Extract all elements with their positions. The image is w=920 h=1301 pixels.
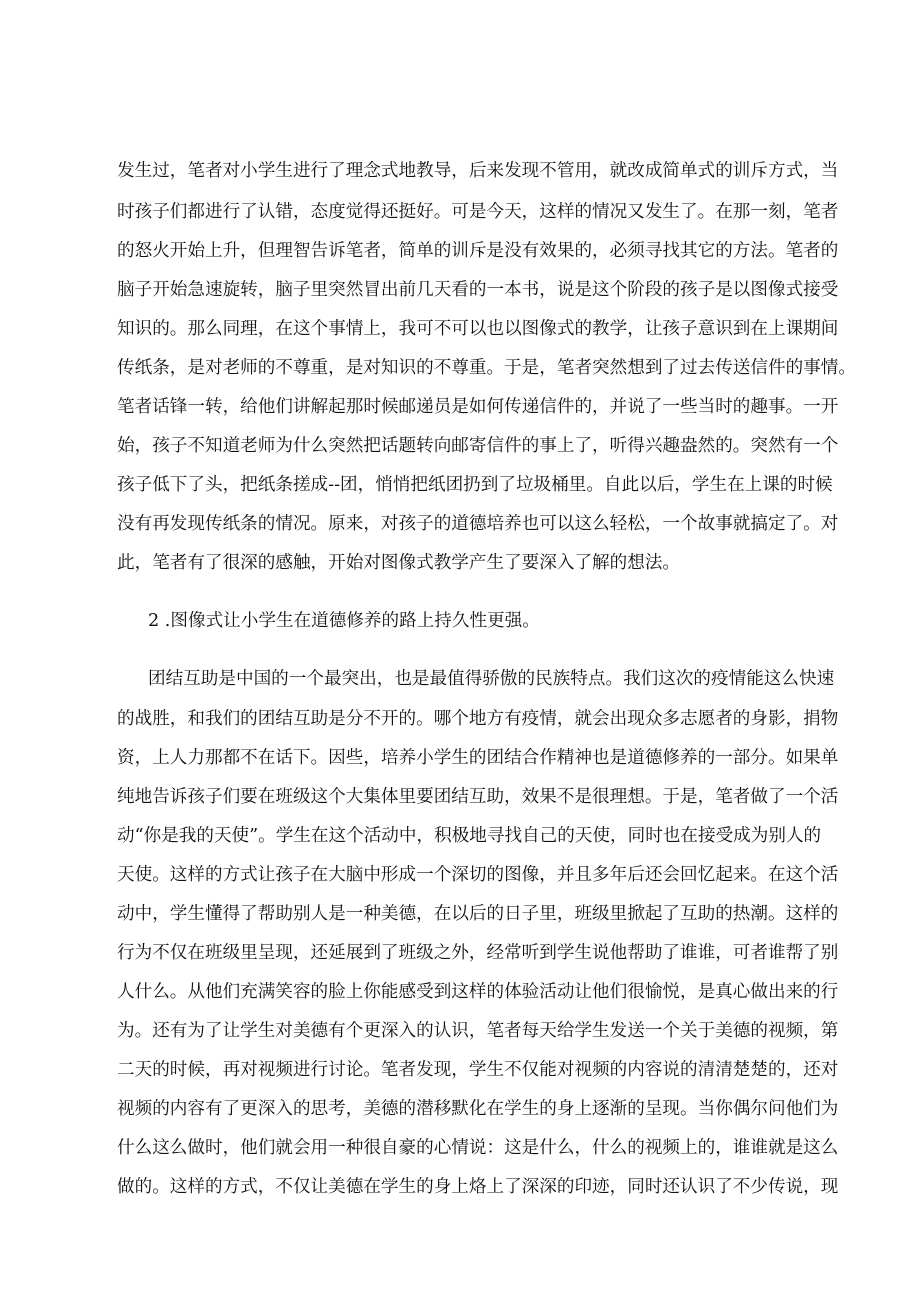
paragraph-1-line: 脑子开始急速旋转，脑子里突然冒出前几天看的一本书，说是这个阶段的孩子是以图像式接受 [117, 280, 839, 300]
paragraph-1-line: 的怒火开始上升，但理智告诉笔者，简单的训斥是没有效果的，必须寻找其它的方法。笔者的 [117, 241, 839, 261]
paragraph-1-line: 知识的。那么同理，在这个事情上，我可不可以也以图像式的教学，让孩子意识到在上课期间 [117, 319, 839, 339]
paragraph-1-line: 始，孩子不知道老师为什么突然把话题转向邮寄信件的事上了，听得兴趣盎然的。突然有一个 [117, 436, 839, 456]
paragraph-2-line: 资，上人力那都不在话下。因些，培养小学生的团结合作精神也是道德修养的一部分。如果单 [117, 748, 839, 768]
paragraph-2-line: 为。还有为了让学生对美德有个更深入的认识，笔者每天给学生发送一个关于美德的视频，第 [117, 1021, 839, 1041]
paragraph-2-line: 动“你是我的天使”。学生在这个活动中，积极地寻找自己的天使，同时也在接受成为别人的 [117, 826, 822, 846]
paragraph-1-line: 笔者话锋一转，给他们讲解起那时候邮递员是如何传递信件的，并说了一些当时的趣事。一开 [117, 397, 839, 417]
paragraph-2-line: 动中，学生懂得了帮助别人是一种美德，在以后的日子里，班级里掀起了互助的热潮。这样的 [117, 904, 839, 924]
paragraph-2-line: 什么这么做时，他们就会用一种很自豪的心情说：这是什么，什么的视频上的，谁谁就是这么 [117, 1138, 839, 1158]
section-heading: 2 .图像式让小学生在道德修养的路上持久性更强。 [148, 611, 540, 631]
paragraph-2-line: 视频的内容有了更深入的思考，美德的潜移默化在学生的身上逐渐的呈现。当你偶尔问他们为 [117, 1099, 839, 1119]
paragraph-1-line: 传纸条，是对老师的不尊重，是对知识的不尊重。于是，笔者突然想到了过去传送信件的事情。 [117, 358, 856, 378]
paragraph-2-line: 的战胜，和我们的团结互助是分不开的。哪个地方有疫情，就会出现众多志愿者的身影，捐物 [117, 709, 839, 729]
paragraph-2-line: 天使。这样的方式让孩子在大脑中形成一个深切的图像，并且多年后还会回忆起来。在这个活 [117, 865, 839, 885]
paragraph-1-line: 发生过，笔者对小学生进行了理念式地教导，后来发现不管用，就改成简单式的训斥方式，当 [117, 161, 839, 181]
paragraph-1-line: 此，笔者有了很深的感触，开始对图像式教学产生了要深入了解的想法。 [117, 553, 681, 573]
paragraph-2-line: 纯地告诉孩子们要在班级这个大集体里要团结互助，效果不是很理想。于是，笔者做了一个活 [117, 787, 839, 807]
paragraph-1-line: 没有再发现传纸条的情况。原来，对孩子的道德培养也可以这么轻松，一个故事就搞定了。对 [117, 514, 839, 534]
paragraph-2-line: 人什么。从他们充满笑容的脸上你能感受到这样的体验活动让他们很愉悦，是真心做出来的行 [117, 982, 839, 1002]
paragraph-1-line: 时孩子们都进行了认错，态度觉得还挺好。可是今天，这样的情况又发生了。在那一刻，笔者 [117, 202, 839, 222]
paragraph-2-line: 二天的时候，再对视频进行讨论。笔者发现，学生不仅能对视频的内容说的清清楚楚的，还对 [117, 1060, 839, 1080]
paragraph-2-line: 团结互助是中国的一个最突出，也是最值得骄傲的民族特点。我们这次的疫情能这么快速 [148, 669, 835, 689]
paragraph-2-line: 行为不仅在班级里呈现，还延展到了班级之外，经常听到学生说他帮助了谁谁，可者谁帮了别 [117, 943, 839, 963]
paragraph-2-line: 做的。这样的方式，不仅让美德在学生的身上烙上了深深的印迹，同时还认识了不少传说，现 [117, 1177, 839, 1197]
paragraph-1-line: 孩子低下了头，把纸条搓成--团，悄悄把纸团扔到了垃圾桶里。自此以后，学生在上课的时候 [117, 475, 833, 495]
